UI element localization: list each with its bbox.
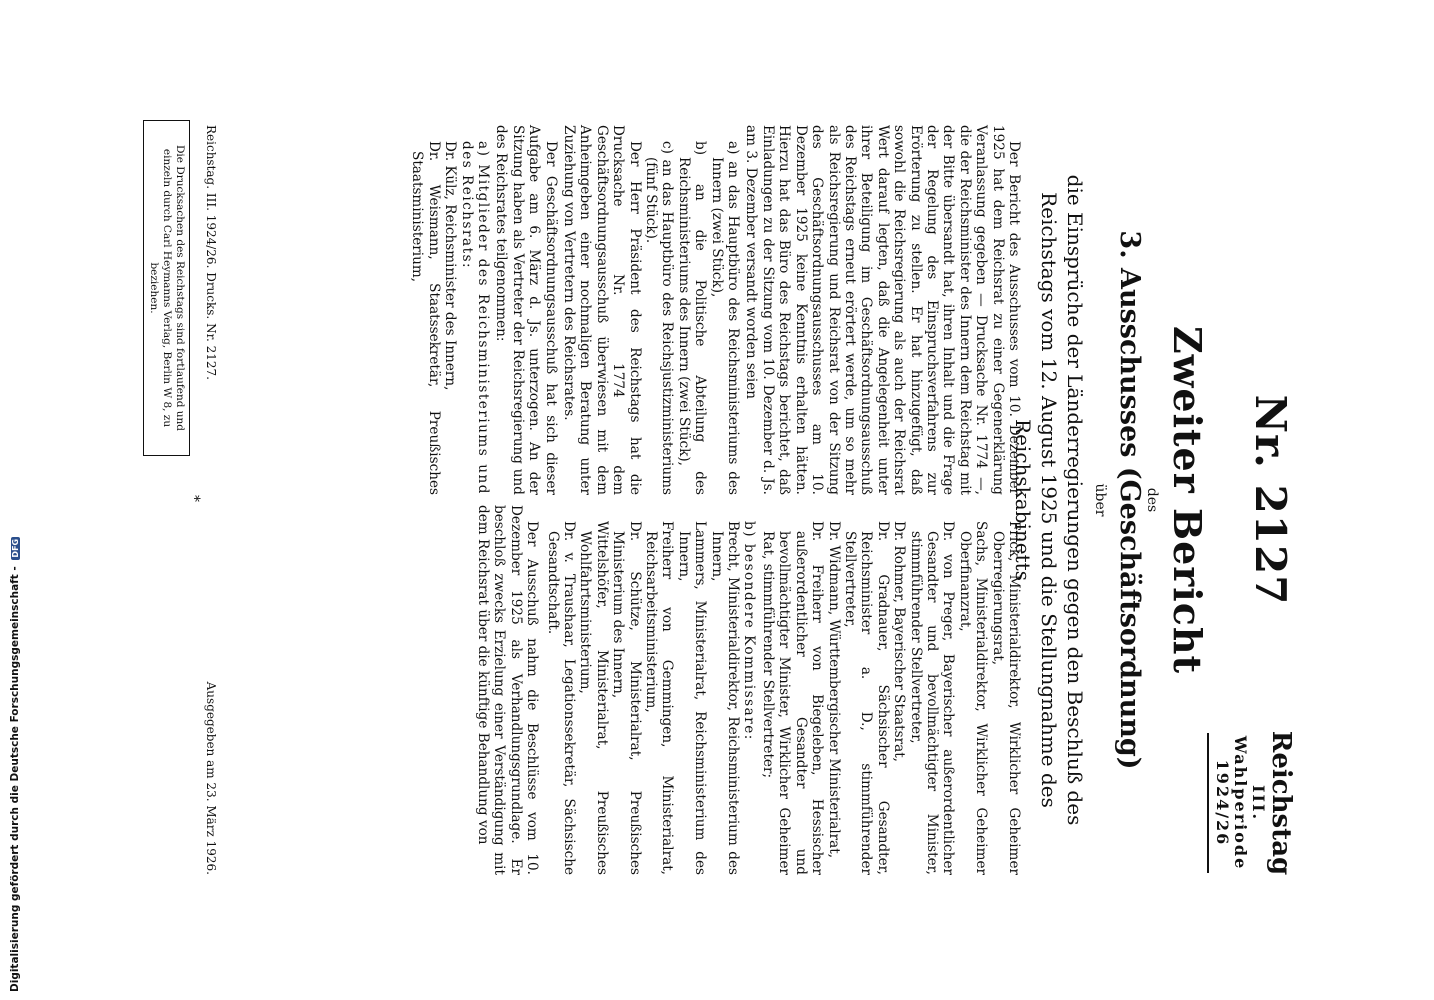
commissioner-entry: Freiherr von Gemmingen, Ministerialrat, Reichsarbeitsministerium, (643, 521, 676, 875)
wahlperiode-label: III. Wahlperiode (1231, 735, 1268, 871)
reichstag-label: Reichstag (1266, 730, 1296, 876)
member-entry: Sachs, Ministerialdirektor, Wirklicher Geheimer Oberfinanzrat, (956, 521, 990, 875)
commissioner-entry: Brecht, Ministerialdirektor, Reichsministerium des Innern, (708, 521, 742, 875)
subheading-members: a) Mitglieder des Reichsministeriums und des Reichsrats: (458, 141, 491, 495)
dfg-logo-icon: DFG (10, 538, 20, 558)
footer-imprint (204, 125, 218, 875)
left-text-column (409, 125, 1022, 495)
subheading-commissioners: b) besondere Kommissare: (741, 521, 758, 741)
document-subject: die Einsprüche der Länderregierungen gegen den Beschluß des Reichstags vom 12. August 1925 und die Stellungnahme des Reichskabinetts (1011, 174, 1087, 826)
wahlperiode-years: 1924/26 (1213, 759, 1232, 847)
member-entry: Dr. Gradnauer, Sächsischer Gesandter, Reichsminister a. D., stimmführender Stellvertreter, (841, 521, 891, 875)
commissioner-entry: Wittelshöfer, Ministerialrat, Preußisches Wohlfahrtsministerium, (577, 521, 610, 875)
scanned-page (130, 100, 1310, 900)
member-entry: Dr. Widmann, Württembergischer Ministerialrat, (825, 521, 842, 859)
right-text-column (475, 505, 1022, 875)
footer-issue-date: Ausgegeben am 23. März 1926. (204, 681, 218, 875)
footer-distribution-note: Die Drucksachen des Reichstags sind fortlaufend und einzeln durch Carl Heymanns Verlag, Berlin W 8, zu beziehen. (143, 120, 190, 456)
member-entry: Dr. Weismann, Staatssekretär, Preußisches Staatsministerium, (409, 141, 442, 495)
footer-print-reference: Reichstag. III. 1924/26. Drucks. Nr. 2127. (204, 125, 218, 380)
member-entry: Dr. Külz, Reichsminister des Innern, (442, 141, 459, 391)
title-connector-ueber: über (1092, 483, 1108, 517)
paragraph-committee-session: Der Geschäftsordnungsausschuß hat sich dieser Aufgabe am 6. März d. Js. unterzogen. An der Sitzung haben als Vertreter der Reichsregierung und des Reichsrates teilgenommen: (493, 125, 559, 495)
member-entry: Dr. von Preger, Bayerischer außerordentlicher Gesandter und bevollmächtigter Minister, stimmführender Stellvertreter, (907, 521, 957, 875)
paragraph-committee-decision: Der Ausschuß nahm die Beschlüsse vom 10. Dezember 1925 als Verhandlungsgrundlage. Er beschloß zwecks Erzielung einer Verständigung mit dem Reichsrat über die künftige Behandlung von (475, 505, 541, 875)
paragraph-president: Der Herr Präsident des Reichstags hat die Drucksache Nr. 1774 dem Geschäftsordnungsausschuß überwiesen mit dem Anheimgeben einer nochmaligen Beratung unter Zuziehung von Vertretern des Reichsrates. (561, 125, 643, 495)
commissioner-entry: Dr. v. Traushaar, Legationssekretär, Sächsische Gesandtschaft. (544, 521, 578, 875)
digitization-note: Digitalisierung gefördert durch die Deutsche Forschungsgemeinschaft - (9, 566, 21, 992)
commissioner-entry: Lammers, Ministerialrat, Reichsministerium des Innern, (675, 521, 709, 875)
paragraph-report: Der Bericht des Ausschusses vom 10. Dezember 1925 hat dem Reichsrat zu einer Gegenerklärung Veranlassung gegeben — Drucksache Nr. 1774 —, die der Reichsminister des Innern dem Reichstag mit der Bitte übersandt hat, ihren Inhalt und die Frage der Regelung des Einspruchsverfahrens zur Erörterung zu stellen. Er hat hinzugefügt, daß sowohl die Reichsregierung als auch der Reichsrat Wert darauf legten, daß die Angelegenheit unter ihrer Beteiligung im Geschäftsordnungsausschuß des Reichstags erneut erörtert werde, um so mehr als Reichsregierung und Reichsrat von der Sitzung des Geschäftsordnungsausschusses am 10. Dezember 1925 keine Kenntnis erhalten hätten. Hierzu hat das Büro des Reichstags berichtet, daß Einladungen zu der Sitzung vom 10. Dezember d. Js. am 3. Dezember versandt worden seien (743, 125, 1022, 495)
list-item: c) an das Hauptbüro des Reichsjustizministeriums (fünf Stück). (643, 141, 676, 495)
title-connector-des: des (1144, 487, 1160, 513)
list-item: a) an das Hauptbüro des Reichsministeriums des Innern (zwei Stück), (708, 141, 742, 495)
footer-star-mark: * (186, 495, 202, 502)
document-number: Nr. 2127 (1246, 394, 1295, 606)
committee-heading: 3. Ausschusses (Geschäftsordnung) (1114, 230, 1145, 770)
list-item: b) an die Politische Abteilung des Reichsministeriums des Innern (zwei Stück), (675, 141, 709, 495)
member-entry: Dr. Rohmer, Bayerischer Staatsrat, (891, 521, 908, 762)
member-entry: Dr. Freiherr von Biegeleben, Hessischer außerordentlicher Gesandter und bevollmächtigter Minister, Wirklicher Geheimer Rat, stimmführender Stellvertreter; (759, 521, 826, 875)
digitization-note-strip (0, 0, 21, 1000)
commissioner-entry: Dr. Schütze, Ministerialrat, Preußisches Ministerium des Innern, (610, 521, 643, 875)
member-entry: Frick, Ministerialdirektor, Wirklicher Geheimer Oberregierungsrat, (989, 521, 1022, 875)
document-title: Zweiter Bericht (1165, 325, 1210, 675)
